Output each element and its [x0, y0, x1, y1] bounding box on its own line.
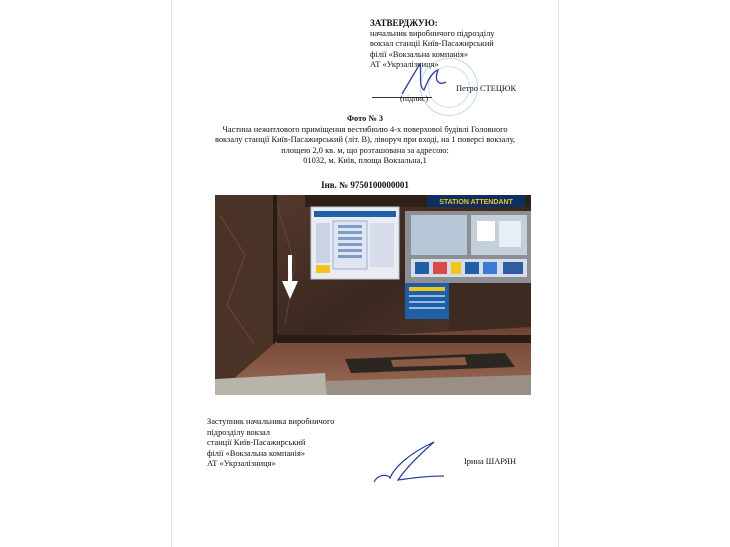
- footer-signer-name: Ірина ШАРЯН: [464, 457, 517, 466]
- caption-line: площею 2,0 кв. м, що розташована за адресою:: [281, 145, 449, 155]
- photo-illustration: [215, 195, 531, 395]
- station-attendant-sign: STATION ATTENDANT: [439, 199, 513, 206]
- approval-line: начальник виробничого підрозділу: [370, 28, 495, 38]
- inventory-number: Інв. № 9750100000001: [321, 180, 409, 190]
- station-photo: [215, 195, 531, 395]
- photo-caption: [205, 114, 525, 167]
- caption-line: Частина нежитлового приміщення вестибюлю 4-х поверхової будівлі Головного: [222, 124, 508, 134]
- approval-line: АТ «Укрзалізниця»: [370, 60, 439, 70]
- caption-line: 01032, м. Київ, площа Вокзальна,1: [303, 156, 427, 166]
- footer-line: філії «Вокзальна компанія»: [207, 448, 306, 458]
- approval-line: вокзал станції Київ-Пасажирський: [370, 39, 494, 49]
- footer-line: станції Київ-Пасажирський: [207, 438, 306, 448]
- footer-line: Заступник начальника виробничого: [207, 417, 335, 426]
- footer-line: АТ «Укрзалізниця»: [207, 459, 276, 469]
- signature-caption: (підпис): [400, 94, 429, 103]
- approval-signer-name: Петро СТЕЦЮК: [456, 84, 517, 93]
- footer-line: підрозділу вокзал: [207, 427, 270, 437]
- photo-heading: Фото № 3: [346, 114, 384, 123]
- footer-signature: [368, 438, 448, 488]
- approval-line: філії «Вокзальна компанія»: [370, 49, 469, 59]
- caption-line: вокзалу станції Київ-Пасажирський (літ. В), ліворуч при вході, на 1 поверсі вокзалу,: [214, 135, 516, 145]
- approval-heading: ЗАТВЕРДЖУЮ:: [370, 18, 438, 28]
